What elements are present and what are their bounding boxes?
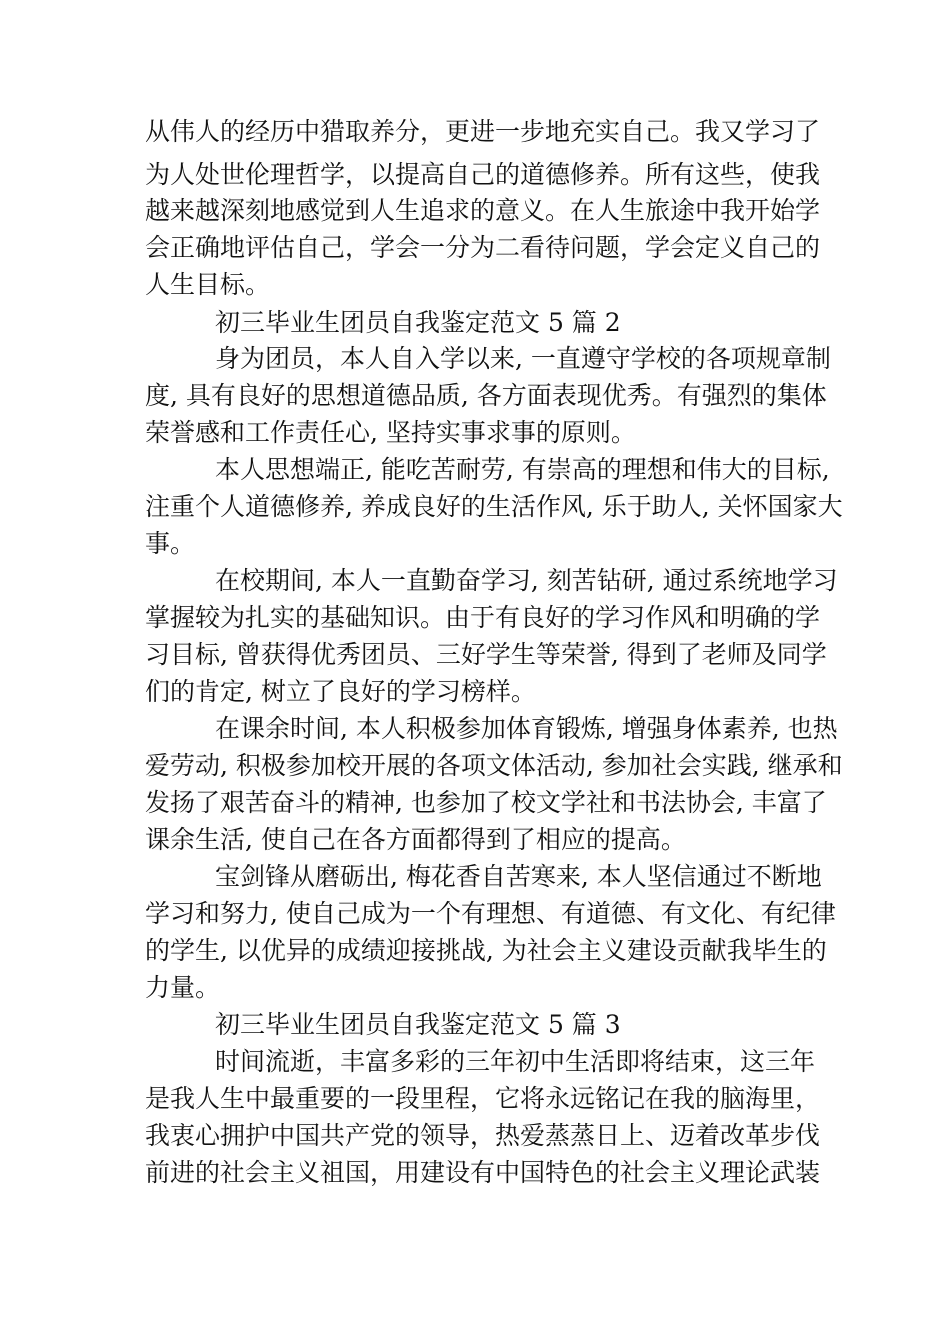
paragraph-line: 越来越深刻地感觉到人生追求的意义。在人生旅途中我开始学 bbox=[145, 196, 821, 225]
paragraph-line: 的学生, 以优异的成绩迎接挑战, 为社会主义建设贡献我毕生的 bbox=[145, 936, 827, 965]
paragraph-line: 爱劳动, 积极参加校开展的各项文体活动, 参加社会实践, 继承和 bbox=[145, 751, 843, 780]
paragraph-line: 时间流逝，丰富多彩的三年初中生活即将结束，这三年 bbox=[215, 1047, 816, 1076]
paragraph-line: 人生目标。 bbox=[145, 270, 271, 299]
paragraph-line: 为人处世伦理哲学，以提高自己的道德修养。所有这些，使我 bbox=[145, 160, 821, 189]
paragraph-line: 荣誉感和工作责任心, 坚持实事求事的原则。 bbox=[145, 418, 636, 447]
paragraph-line: 会正确地评估自己，学会一分为二看待问题，学会定义自己的 bbox=[145, 233, 821, 262]
paragraph-line: 掌握较为扎实的基础知识。由于有良好的学习作风和明确的学 bbox=[145, 603, 821, 632]
paragraph-line: 习目标, 曾获得优秀团员、三好学生等荣誉, 得到了老师及同学 bbox=[145, 640, 827, 669]
paragraph-line: 从伟人的经历中猎取养分，更进一步地充实自己。我又学习了 bbox=[145, 117, 821, 146]
paragraph-line: 在课余时间, 本人积极参加体育锻炼, 增强身体素养, 也热 bbox=[215, 714, 838, 743]
paragraph-line: 学习和努力, 使自己成为一个有理想、有道德、有文化、有纪律 bbox=[145, 899, 836, 928]
paragraph-line: 前进的社会主义祖国，用建设有中国特色的社会主义理论武装 bbox=[145, 1158, 821, 1187]
section-heading: 初三毕业生团员自我鉴定范文 5 篇 2 bbox=[215, 308, 621, 337]
paragraph-line: 身为团员，本人自入学以来, 一直遵守学校的各项规章制 bbox=[215, 344, 831, 373]
paragraph-line: 们的肯定, 树立了良好的学习榜样。 bbox=[145, 677, 536, 706]
section-heading: 初三毕业生团员自我鉴定范文 5 篇 3 bbox=[215, 1010, 621, 1039]
paragraph-line: 发扬了艰苦奋斗的精神, 也参加了校文学社和书法协会, 丰富了 bbox=[145, 788, 827, 817]
paragraph-line: 我衷心拥护中国共产党的领导，热爱蒸蒸日上、迈着改革步伐 bbox=[145, 1121, 821, 1150]
paragraph-line: 宝剑锋从磨砺出, 梅花香自苦寒来, 本人坚信通过不断地 bbox=[215, 862, 822, 891]
paragraph-line: 在校期间, 本人一直勤奋学习, 刻苦钻研, 通过系统地学习 bbox=[215, 566, 838, 595]
paragraph-line: 注重个人道德修养, 养成良好的生活作风, 乐于助人, 关怀国家大 bbox=[145, 492, 843, 521]
paragraph-line: 课余生活, 使自己在各方面都得到了相应的提高。 bbox=[145, 825, 686, 854]
paragraph-line: 本人思想端正, 能吃苦耐劳, 有崇高的理想和伟大的目标, bbox=[215, 455, 830, 484]
paragraph-line: 事。 bbox=[145, 529, 196, 558]
paragraph-line: 力量。 bbox=[145, 973, 221, 1002]
paragraph-line: 是我人生中最重要的一段里程，它将永远铭记在我的脑海里， bbox=[145, 1084, 821, 1113]
paragraph-line: 度, 具有良好的思想道德品质, 各方面表现优秀。有强烈的集体 bbox=[145, 381, 827, 410]
